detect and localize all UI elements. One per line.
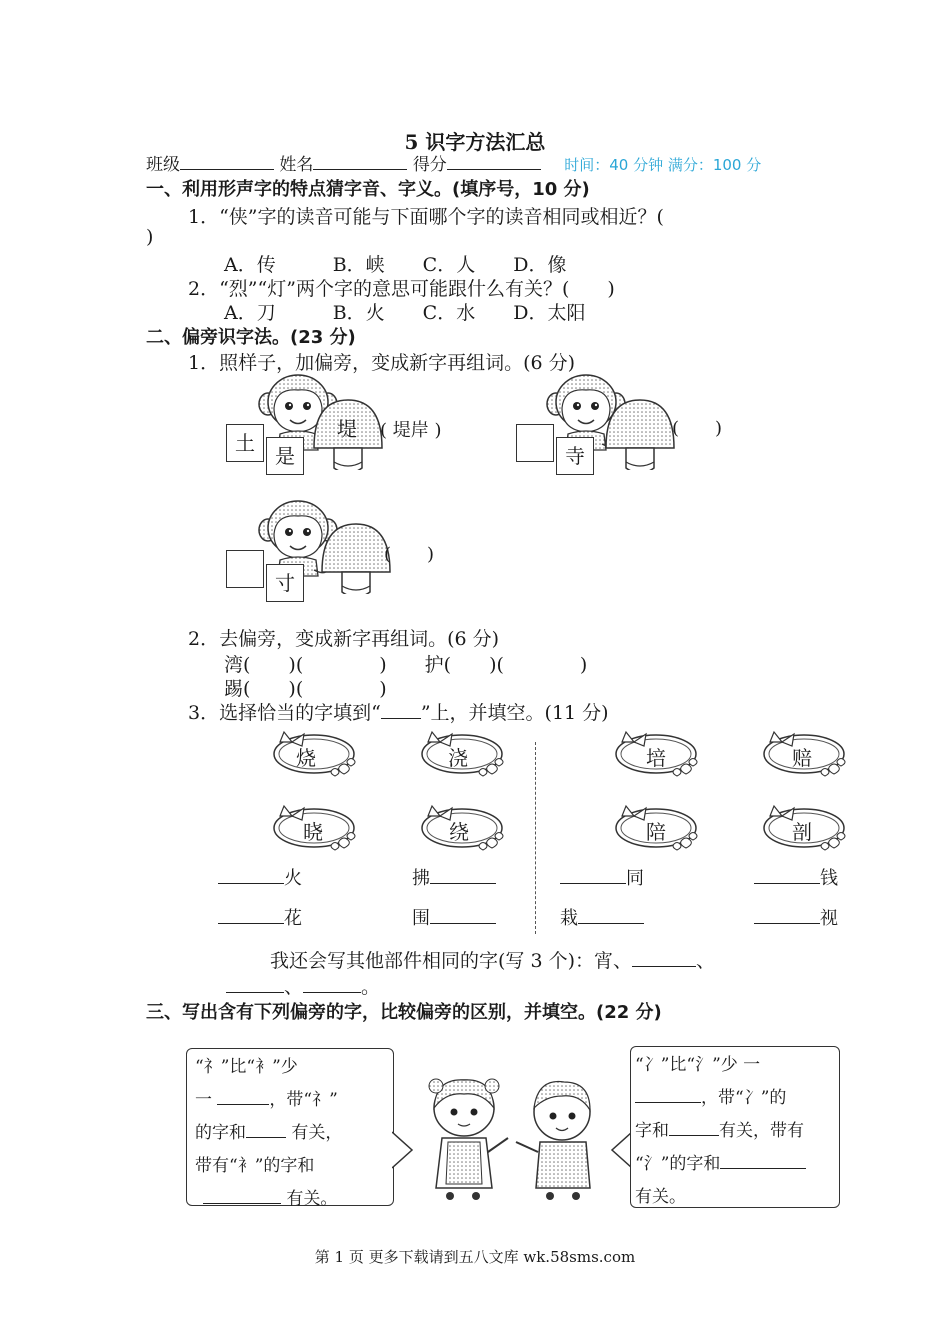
right-bubble-line: 有关。	[635, 1187, 686, 1207]
word-blank[interactable]: ( )	[672, 418, 723, 439]
s1-question-1: 1．“侠”字的读音可能与下面哪个字的读音相同或相近？(	[188, 206, 664, 228]
fill-blank[interactable]	[720, 1167, 806, 1169]
more-chars-line-2	[226, 972, 380, 999]
s2-question-3	[188, 698, 609, 725]
s1-question-1-options: A．传 B．峡 C．人 D．像	[224, 254, 567, 276]
mushroom-icon	[320, 522, 392, 594]
bubble-tail-icon	[392, 1130, 414, 1170]
fill-blank[interactable]	[203, 1202, 281, 1204]
s2-question-2: 2．去偏旁，变成新字再组词。(6 分)	[188, 628, 500, 650]
more-chars-sep: 、	[696, 950, 716, 972]
option-char: 浇	[448, 746, 468, 770]
fill-hint: 拂	[412, 868, 430, 889]
left-speech-bubble	[186, 1048, 394, 1209]
left-bubble-line: 带有“衤”的字和	[195, 1156, 315, 1176]
q3-text-b: ”上，并填空。(11 分)	[420, 702, 609, 724]
right-bubble-line: “冫”比“氵”少 一	[635, 1055, 761, 1075]
time-score-info: 时间：40 分钟 满分：100 分	[564, 156, 762, 174]
option-char: 烧	[296, 746, 316, 770]
right-bubble-line	[635, 1148, 839, 1181]
fill-item	[218, 864, 302, 890]
more-chars-blank[interactable]	[303, 991, 361, 993]
fill-blank[interactable]	[578, 922, 644, 924]
fill-item	[412, 864, 496, 890]
option-char: 陪	[646, 820, 666, 844]
option-char: 培	[646, 746, 666, 770]
bubble-tail-icon	[610, 1130, 632, 1170]
fill-blank[interactable]	[754, 882, 820, 884]
left-bubble-line: “礻”比“衤”少	[195, 1057, 298, 1077]
section-3-heading: 三、写出含有下列偏旁的字，比较偏旁的区别，并填空。(22 分)	[146, 1002, 662, 1023]
base-char-box: 寺	[556, 437, 594, 475]
text: “氵”的字和	[635, 1154, 721, 1174]
q3-text-a: 3．选择恰当的字填到“	[188, 702, 381, 724]
more-chars-end: 。	[361, 976, 381, 998]
more-chars-blank[interactable]	[632, 965, 696, 967]
fill-hint: 花	[284, 908, 302, 929]
base-char-box: 是	[266, 437, 304, 475]
more-chars-line-1	[270, 946, 715, 973]
s1-question-1-end: )	[146, 226, 154, 248]
section-2-heading: 二、偏旁识字法。(23 分)	[146, 327, 356, 348]
fill-item	[412, 904, 496, 930]
fill-blank[interactable]	[430, 922, 496, 924]
fill-blank[interactable]	[635, 1101, 701, 1103]
dashed-divider	[535, 742, 536, 934]
right-bubble-line	[635, 1082, 839, 1115]
fill-blank[interactable]	[430, 882, 496, 884]
text: 字和	[635, 1121, 669, 1141]
fill-blank[interactable]	[669, 1134, 719, 1136]
fill-blank[interactable]	[560, 882, 626, 884]
fill-hint: 视	[820, 908, 838, 929]
option-char: 晓	[303, 820, 323, 844]
fill-blank[interactable]	[754, 922, 820, 924]
page-footer: 第 1 页 更多下载请到五八文库 wk.58sms.com	[314, 1248, 636, 1266]
result-char: 堤	[337, 417, 357, 441]
score-blank[interactable]	[447, 153, 541, 170]
word-blank[interactable]: ( )	[384, 544, 435, 565]
s1-question-2-options: A．刀 B．火 C．水 D．太阳	[224, 302, 586, 324]
result-word: ( 堤岸 )	[380, 420, 442, 441]
fill-blank[interactable]	[218, 922, 284, 924]
fill-hint: 栽	[560, 908, 578, 929]
fill-hint: 钱	[820, 868, 838, 889]
fill-hint: 同	[626, 868, 644, 889]
left-bubble-line	[195, 1084, 393, 1117]
fill-item	[560, 864, 644, 890]
option-char: 绕	[449, 820, 469, 844]
left-bubble-line	[195, 1117, 393, 1150]
more-chars-blank[interactable]	[226, 991, 284, 993]
option-char: 赔	[792, 746, 812, 770]
mushroom-icon	[604, 398, 676, 470]
radical-blank-box[interactable]	[226, 550, 264, 588]
more-chars-sep: 、	[284, 976, 304, 998]
left-bubble-line	[195, 1183, 393, 1216]
right-speech-bubble	[630, 1046, 840, 1208]
text: 的字和	[195, 1123, 246, 1143]
fill-blank[interactable]	[218, 882, 284, 884]
base-char-box: 寸	[266, 564, 304, 602]
children-talking-icon	[412, 1068, 622, 1200]
radical-blank-box[interactable]	[516, 424, 554, 462]
text: 有关，带有	[719, 1121, 804, 1141]
fill-hint: 火	[284, 868, 302, 889]
text: 有关。	[286, 1189, 338, 1209]
text: ，带“礻”	[269, 1090, 338, 1110]
radical-box: 土	[226, 424, 264, 462]
s2-question-1: 1．照样子，加偏旁，变成新字再组词。(6 分)	[188, 352, 576, 374]
s1-question-2: 2．“烈”“灯”两个字的意思可能跟什么有关？( )	[188, 278, 615, 300]
name-blank[interactable]	[313, 153, 407, 170]
class-label: 班级	[146, 155, 180, 175]
fill-item	[754, 864, 838, 890]
s2-q2-line-2: 踢( )( )	[224, 678, 387, 700]
fill-item	[218, 904, 302, 930]
student-info-line	[146, 150, 761, 175]
s2-q2-line-1: 湾( )( ) 护( )( )	[224, 654, 588, 676]
name-label: 姓名	[279, 155, 314, 175]
fill-item	[754, 904, 838, 930]
fill-item	[560, 904, 644, 930]
class-blank[interactable]	[180, 153, 274, 170]
score-label: 得分	[412, 155, 447, 175]
text: 有关，	[291, 1123, 343, 1143]
fill-blank[interactable]	[246, 1136, 286, 1138]
more-chars-text: 我还会写其他部件相同的字(写 3 个)：宵、	[270, 950, 632, 972]
page-title: 5 识字方法汇总	[404, 130, 546, 154]
fill-blank[interactable]	[217, 1103, 269, 1105]
text: ，带“冫”的	[701, 1088, 787, 1108]
text: 一	[195, 1090, 212, 1110]
fill-hint: 围	[412, 908, 430, 929]
section-1-heading: 一、利用形声字的特点猜字音、字义。(填序号，10 分)	[146, 179, 590, 200]
option-char: 剖	[792, 820, 812, 844]
right-bubble-line	[635, 1115, 839, 1148]
q3-sample-line	[381, 717, 421, 719]
